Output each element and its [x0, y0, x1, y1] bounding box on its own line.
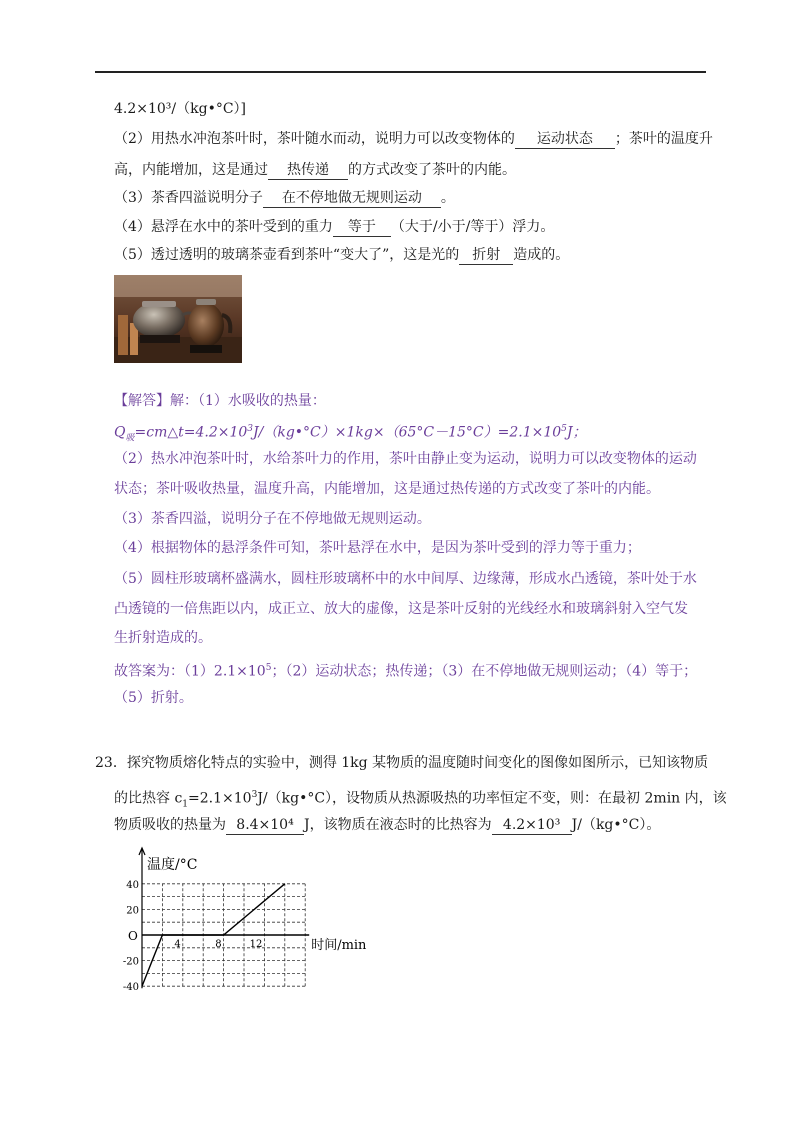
chart-labels	[123, 856, 367, 993]
q22-line-3: （3）茶香四溢说明分子 在不停地做无规则运动 。	[114, 190, 455, 206]
blank-heat-transfer: 热传递	[268, 161, 348, 180]
y-tick-label: 20	[126, 905, 139, 917]
solution-line-2: （2）热水冲泡茶叶时，水给茶叶力的作用，茶叶由静止变为运动，说明力可以改变物体的运动	[114, 451, 697, 467]
x-tick-label: 4	[174, 939, 181, 950]
origin-label: O	[128, 929, 138, 943]
solution-line-9: 故答案为：$(1)2.1\times 10^5$；（2）运动状态；热传递；（3）在不停地做无规则运动；（4）等于；	[114, 663, 698, 680]
header-rule	[95, 71, 706, 73]
solution-line-10: （5）折射。	[114, 690, 193, 706]
blank-molecule-motion: 在不停地做无规则运动	[263, 189, 441, 208]
q23-line-3: 物质吸收的热量为 8.4×10⁴ J，该物质在液态时的比热容为 4.2×10³ J/（kg•°C）。	[114, 817, 661, 833]
q22-line-0: 4.2×10³/（kg•°C）]	[114, 101, 247, 117]
solution-line-0: 【解答】解：（1）水吸收的热量：	[114, 393, 326, 409]
blank-motion-state: 运动状态	[515, 130, 615, 149]
blank-equal: 等于	[333, 218, 391, 237]
solution-line-3: 状态；茶叶吸收热量，温度升高，内能增加，这是通过热传递的方式改变了茶叶的内能。	[114, 481, 660, 497]
solution-line-5: （4）根据物体的悬浮条件可知，茶叶悬浮在水中，是因为茶叶受到的浮力等于重力；	[114, 540, 641, 556]
solution-line-1: $Q_吸=cm\triangle t=4.2\times 10^3J/(kg•^\circ C)\times 1kg\times(65^\circ C-15^\circ C)=2.1\times 10^5J$；	[114, 424, 587, 444]
tea-kettle-photo	[114, 275, 242, 363]
x-axis-label: 时间/min	[311, 938, 367, 953]
blank-heat-absorbed: 8.4×10⁴	[226, 816, 304, 835]
blank-refraction: 折射	[459, 246, 513, 265]
y-tick-label: -40	[122, 982, 139, 994]
y-tick-label: -20	[122, 956, 139, 968]
y-axis-label: 温度/°C	[147, 857, 198, 873]
solution-line-7: 凸透镜的一倍焦距以内，成正立、放大的虚像，这是茶叶反射的光线经水和玻璃斜射入空气发	[114, 601, 688, 617]
temperature-time-chart	[120, 845, 367, 995]
x-tick-label: 12	[249, 939, 263, 950]
q23-line-2: 的比热容 $c_1=2.1\times 10^3J/(kg•^\circ C)$，设物质从热源吸热的功率恒定不变，则：在最初 2min 内，该	[114, 790, 727, 810]
solution-line-8: 生折射造成的。	[114, 630, 212, 646]
q22-line-1: （2）用热水冲泡茶叶时，茶叶随水而动，说明力可以改变物体的 运动状态 ；茶叶的温度升	[114, 131, 713, 147]
q22-line-5: （5）透过透明的玻璃茶壶看到茶叶“变大了”，这是光的 折射 造成的。	[114, 247, 570, 263]
blank-liquid-heat-capacity: 4.2×10³	[492, 816, 572, 835]
q23-line-1: 23．探究物质熔化特点的实验中，测得 1kg 某物质的温度随时间变化的图像如图所示，已知该物质	[95, 755, 709, 771]
x-tick-label: 8	[215, 939, 222, 950]
solution-line-4: （3）茶香四溢，说明分子在不停地做无规则运动。	[114, 511, 431, 527]
solution-line-6: （5）圆柱形玻璃杯盛满水，圆柱形玻璃杯中的水中间厚、边缘薄，形成水凸透镜，茶叶处于水	[114, 571, 697, 587]
q22-line-2: 高，内能增加，这是通过 热传递 的方式改变了茶叶的内能。	[114, 162, 516, 178]
q22-line-4: （4）悬浮在水中的茶叶受到的重力 等于 （大于/小于/等于）浮力。	[114, 219, 555, 235]
y-tick-label: 40	[126, 879, 139, 891]
